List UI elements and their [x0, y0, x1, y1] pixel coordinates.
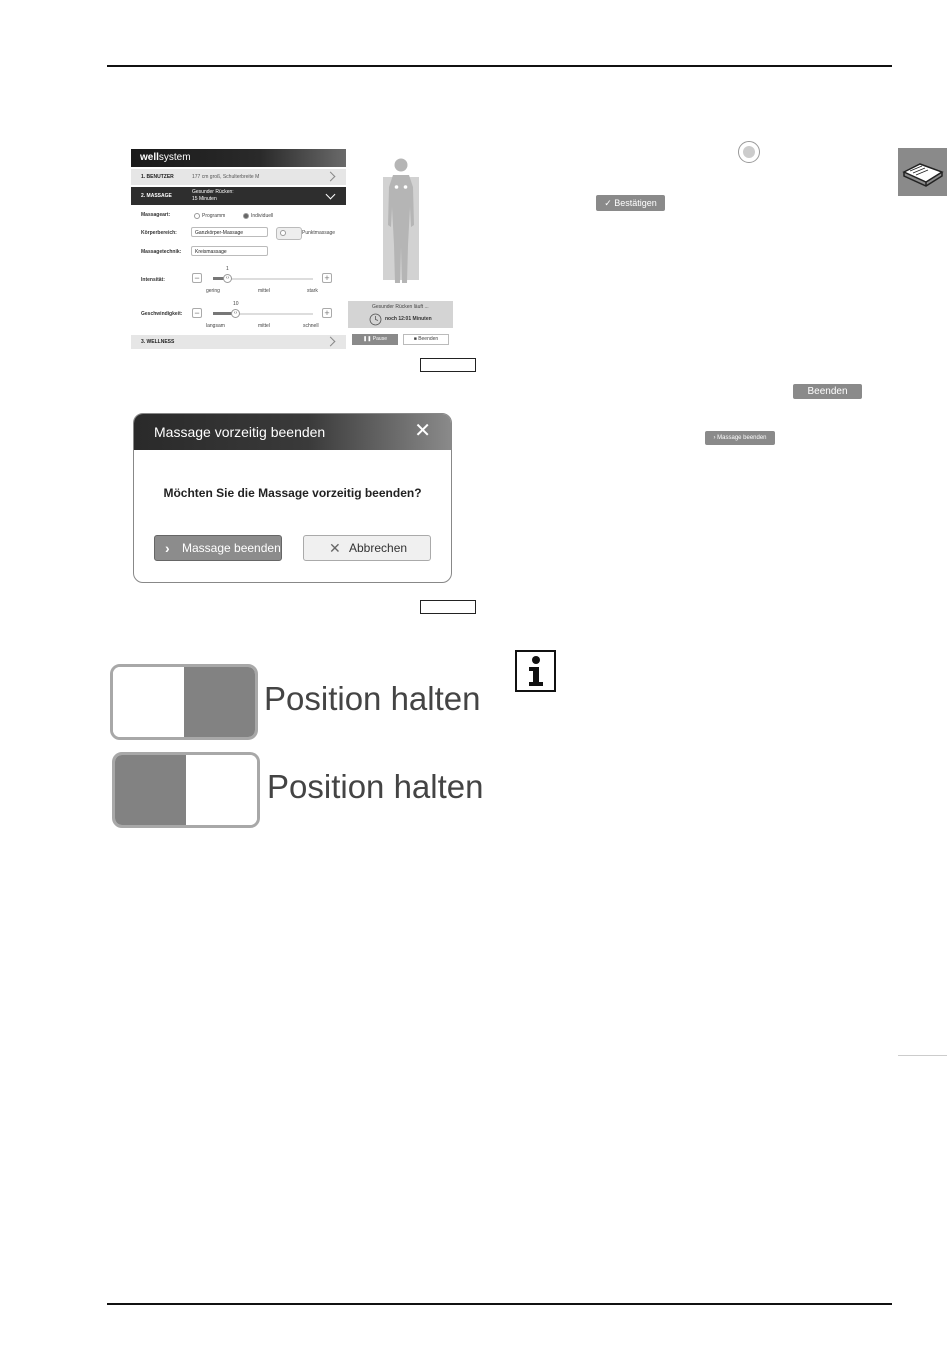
- book-icon: [898, 148, 947, 196]
- radio-individuell-label: Individuell: [251, 213, 274, 219]
- info-icon: [515, 650, 556, 692]
- chevron-right-icon: ›: [165, 540, 170, 556]
- speed-slider-handle[interactable]: ‹›: [231, 309, 240, 318]
- massagetechnik-label: Massagetechnik:: [141, 249, 182, 255]
- side-divider: [898, 1055, 947, 1056]
- speed-minus-button[interactable]: −: [192, 308, 202, 318]
- status-running-text: Gesunder Rücken läuft ...: [372, 304, 429, 310]
- close-icon: ✕: [329, 540, 341, 556]
- figure-number-box: [420, 600, 476, 614]
- geschwindigkeit-label: Geschwindigkeit:: [141, 311, 183, 317]
- intensity-value: 1: [226, 266, 229, 272]
- speed-tick-low: langsam: [206, 323, 225, 329]
- koerperbereich-select[interactable]: Ganzkörper-Massage: [191, 227, 268, 237]
- section-wellness-label: 3. WELLNESS: [141, 339, 175, 345]
- section-wellness[interactable]: [131, 335, 346, 349]
- clock-icon: [369, 313, 382, 326]
- confirm-end-button[interactable]: › Massage beenden: [154, 535, 282, 561]
- intensitaet-label: Intensität:: [141, 277, 165, 283]
- power-button-icon: [738, 141, 760, 163]
- dialog-title: Massage vorzeitig beenden: [134, 414, 451, 450]
- beenden-button: Beenden: [793, 384, 862, 399]
- position-toggle-off[interactable]: [110, 664, 258, 740]
- section-massage[interactable]: [131, 187, 346, 205]
- chevron-down-icon: [326, 190, 336, 200]
- dialog-question: Möchten Sie die Massage vorzeitig beenden?: [163, 486, 422, 500]
- section-massage-value-2: 15 Minuten: [192, 196, 217, 202]
- massagetechnik-select[interactable]: Kreismassage: [191, 246, 268, 256]
- footer-rule: [107, 1303, 892, 1305]
- toggle-on-label: Position halten: [267, 768, 484, 805]
- massage-status-box: [348, 301, 453, 328]
- section-benutzer[interactable]: [131, 169, 346, 185]
- pause-button[interactable]: ❚❚ Pause: [352, 334, 398, 345]
- intensity-tick-mid: mittel: [258, 288, 270, 294]
- section-benutzer-value: 177 cm groß, Schulterbreite M: [192, 174, 260, 180]
- speed-fill: [213, 312, 233, 315]
- radio-programm[interactable]: [194, 213, 200, 219]
- koerperbereich-label: Körperbereich:: [141, 230, 177, 236]
- bestaetigen-button: ✓ Bestätigen: [596, 195, 665, 211]
- chevron-right-icon: [326, 172, 336, 182]
- intensity-minus-button[interactable]: −: [192, 273, 202, 283]
- intensity-plus-button[interactable]: +: [322, 273, 332, 283]
- close-icon[interactable]: ✕: [414, 420, 431, 442]
- cancel-button[interactable]: ✕ Abbrechen: [303, 535, 431, 561]
- header-rule: [107, 65, 892, 67]
- panel-header: wellsystem: [131, 149, 346, 167]
- body-figure-icon: [383, 155, 419, 287]
- figure-number-box: [420, 358, 476, 372]
- radio-programm-label: Programm: [202, 213, 226, 219]
- massageart-label: Massageart:: [141, 212, 171, 218]
- status-remaining-text: noch 12:01 Minuten: [385, 316, 432, 322]
- intensity-tick-low: gering: [206, 288, 220, 294]
- chevron-right-icon: [326, 337, 336, 347]
- manual-book-tab: [898, 148, 947, 196]
- end-button[interactable]: ■ Beenden: [403, 334, 449, 345]
- section-benutzer-label: 1. BENUTZER: [141, 174, 174, 180]
- section-massage-label: 2. MASSAGE: [141, 193, 172, 199]
- section-massage-value-1: Gesunder Rücken:: [192, 189, 234, 195]
- radio-individuell[interactable]: [243, 213, 249, 219]
- punktmassage-toggle[interactable]: [276, 227, 302, 240]
- position-toggle-on[interactable]: [112, 752, 260, 828]
- speed-tick-mid: mittel: [258, 323, 270, 329]
- speed-plus-button[interactable]: +: [322, 308, 332, 318]
- massage-beenden-button: › Massage beenden: [705, 431, 775, 445]
- intensity-slider-handle[interactable]: ‹›: [223, 274, 232, 283]
- end-massage-dialog: [133, 413, 452, 583]
- toggle-off-label: Position halten: [264, 680, 481, 717]
- speed-value: 10: [233, 301, 239, 307]
- toggle-knob-icon: [280, 230, 286, 236]
- intensity-tick-high: stark: [307, 288, 318, 294]
- speed-tick-high: schnell: [303, 323, 319, 329]
- punktmassage-label: Punktmassage: [302, 230, 336, 236]
- wellsystem-panel: [131, 149, 346, 351]
